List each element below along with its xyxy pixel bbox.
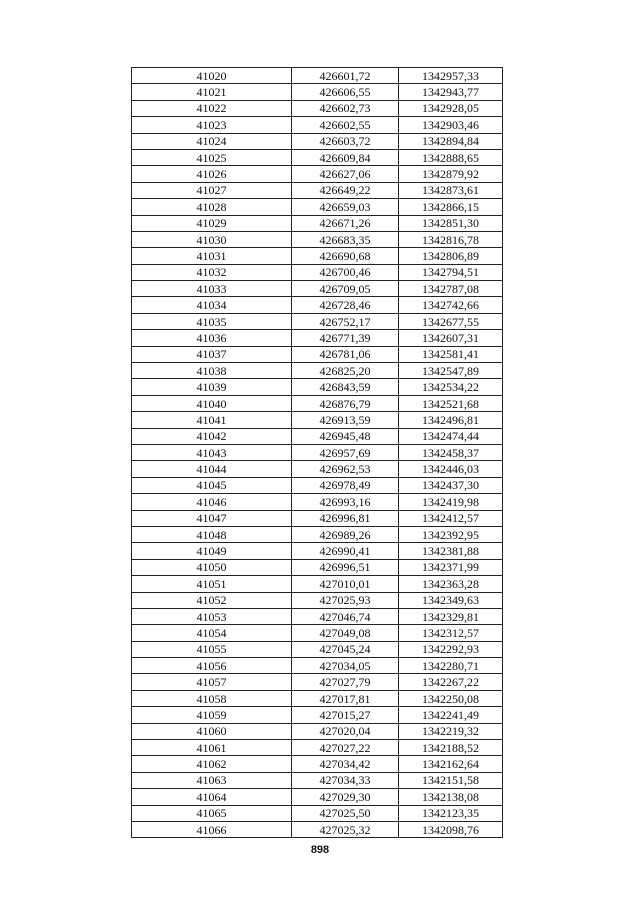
table-row: [132, 756, 503, 772]
y-coordinate-cell: 1342873,61: [399, 182, 503, 198]
y-coordinate-cell: 1342943,77: [399, 84, 503, 100]
y-coordinate-cell: 1342349,63: [399, 592, 503, 608]
y-coordinate-cell: 1342392,95: [399, 526, 503, 542]
point-id-cell: 41028: [132, 199, 292, 215]
x-coordinate-cell: 426602,55: [292, 117, 399, 133]
x-coordinate-cell: 426781,06: [292, 346, 399, 362]
x-coordinate-cell: 426989,26: [292, 526, 399, 542]
x-coordinate-cell: 427015,27: [292, 707, 399, 723]
x-coordinate-cell: 427034,05: [292, 658, 399, 674]
table-row: [132, 133, 503, 149]
point-id-cell: 41064: [132, 789, 292, 805]
point-id-cell: 41027: [132, 182, 292, 198]
x-coordinate-cell: 426876,79: [292, 395, 399, 411]
table-row: [132, 690, 503, 706]
point-id-cell: 41058: [132, 690, 292, 706]
point-id-cell: 41033: [132, 281, 292, 297]
x-coordinate-cell: 427034,33: [292, 772, 399, 788]
y-coordinate-cell: 1342138,08: [399, 789, 503, 805]
point-id-cell: 41061: [132, 740, 292, 756]
table-row: [132, 395, 503, 411]
x-coordinate-cell: 426771,39: [292, 330, 399, 346]
point-id-cell: 41053: [132, 608, 292, 624]
y-coordinate-cell: 1342547,89: [399, 363, 503, 379]
table-row: [132, 68, 503, 84]
x-coordinate-cell: 427029,30: [292, 789, 399, 805]
x-coordinate-cell: 426978,49: [292, 477, 399, 493]
x-coordinate-cell: 427034,42: [292, 756, 399, 772]
point-id-cell: 41034: [132, 297, 292, 313]
x-coordinate-cell: 426609,84: [292, 149, 399, 165]
x-coordinate-cell: 426728,46: [292, 297, 399, 313]
table-row: [132, 281, 503, 297]
coordinates-table-body: [132, 68, 503, 838]
table-row: [132, 477, 503, 493]
x-coordinate-cell: 427027,79: [292, 674, 399, 690]
y-coordinate-cell: 1342496,81: [399, 412, 503, 428]
y-coordinate-cell: 1342794,51: [399, 264, 503, 280]
table-row: [132, 330, 503, 346]
x-coordinate-cell: 426962,53: [292, 461, 399, 477]
page-number: 898: [310, 844, 330, 856]
point-id-cell: 41048: [132, 526, 292, 542]
point-id-cell: 41026: [132, 166, 292, 182]
y-coordinate-cell: 1342903,46: [399, 117, 503, 133]
point-id-cell: 41055: [132, 641, 292, 657]
y-coordinate-cell: 1342162,64: [399, 756, 503, 772]
x-coordinate-cell: 427017,81: [292, 690, 399, 706]
x-coordinate-cell: 426627,06: [292, 166, 399, 182]
table-row: [132, 641, 503, 657]
y-coordinate-cell: 1342677,55: [399, 313, 503, 329]
x-coordinate-cell: 426709,05: [292, 281, 399, 297]
y-coordinate-cell: 1342446,03: [399, 461, 503, 477]
x-coordinate-cell: 427020,04: [292, 723, 399, 739]
y-coordinate-cell: 1342957,33: [399, 68, 503, 84]
x-coordinate-cell: 426945,48: [292, 428, 399, 444]
point-id-cell: 41054: [132, 625, 292, 641]
point-id-cell: 41024: [132, 133, 292, 149]
x-coordinate-cell: 427025,93: [292, 592, 399, 608]
table-row: [132, 412, 503, 428]
point-id-cell: 41044: [132, 461, 292, 477]
point-id-cell: 41063: [132, 772, 292, 788]
point-id-cell: 41043: [132, 444, 292, 460]
y-coordinate-cell: 1342151,58: [399, 772, 503, 788]
y-coordinate-cell: 1342851,30: [399, 215, 503, 231]
x-coordinate-cell: 426690,68: [292, 248, 399, 264]
point-id-cell: 41039: [132, 379, 292, 395]
point-id-cell: 41040: [132, 395, 292, 411]
table-row: [132, 805, 503, 821]
x-coordinate-cell: 426825,20: [292, 363, 399, 379]
x-coordinate-cell: 426683,35: [292, 231, 399, 247]
table-row: [132, 461, 503, 477]
x-coordinate-cell: 427010,01: [292, 576, 399, 592]
x-coordinate-cell: 427049,08: [292, 625, 399, 641]
x-coordinate-cell: 427025,50: [292, 805, 399, 821]
x-coordinate-cell: 426671,26: [292, 215, 399, 231]
y-coordinate-cell: 1342250,08: [399, 690, 503, 706]
point-id-cell: 41062: [132, 756, 292, 772]
y-coordinate-cell: 1342292,93: [399, 641, 503, 657]
y-coordinate-cell: 1342866,15: [399, 199, 503, 215]
table-row: [132, 117, 503, 133]
point-id-cell: 41032: [132, 264, 292, 280]
x-coordinate-cell: 426752,17: [292, 313, 399, 329]
x-coordinate-cell: 427045,24: [292, 641, 399, 657]
point-id-cell: 41066: [132, 821, 292, 837]
y-coordinate-cell: 1342363,28: [399, 576, 503, 592]
y-coordinate-cell: 1342806,89: [399, 248, 503, 264]
table-row: [132, 313, 503, 329]
x-coordinate-cell: 426606,55: [292, 84, 399, 100]
x-coordinate-cell: 426659,03: [292, 199, 399, 215]
y-coordinate-cell: 1342458,37: [399, 444, 503, 460]
table-row: [132, 608, 503, 624]
table-row: [132, 100, 503, 116]
x-coordinate-cell: 426993,16: [292, 494, 399, 510]
y-coordinate-cell: 1342816,78: [399, 231, 503, 247]
table-row: [132, 723, 503, 739]
table-row: [132, 248, 503, 264]
y-coordinate-cell: 1342412,57: [399, 510, 503, 526]
table-row: [132, 297, 503, 313]
table-row: [132, 363, 503, 379]
table-row: [132, 592, 503, 608]
y-coordinate-cell: 1342581,41: [399, 346, 503, 362]
y-coordinate-cell: 1342607,31: [399, 330, 503, 346]
y-coordinate-cell: 1342188,52: [399, 740, 503, 756]
table-row: [132, 510, 503, 526]
table-row: [132, 707, 503, 723]
table-row: [132, 625, 503, 641]
point-id-cell: 41059: [132, 707, 292, 723]
point-id-cell: 41050: [132, 559, 292, 575]
y-coordinate-cell: 1342521,68: [399, 395, 503, 411]
y-coordinate-cell: 1342123,35: [399, 805, 503, 821]
y-coordinate-cell: 1342098,76: [399, 821, 503, 837]
table-row: [132, 84, 503, 100]
point-id-cell: 41037: [132, 346, 292, 362]
point-id-cell: 41029: [132, 215, 292, 231]
point-id-cell: 41042: [132, 428, 292, 444]
table-row: [132, 182, 503, 198]
point-id-cell: 41051: [132, 576, 292, 592]
point-id-cell: 41031: [132, 248, 292, 264]
table-row: [132, 559, 503, 575]
y-coordinate-cell: 1342928,05: [399, 100, 503, 116]
x-coordinate-cell: 426996,81: [292, 510, 399, 526]
table-row: [132, 379, 503, 395]
table-row: [132, 428, 503, 444]
point-id-cell: 41025: [132, 149, 292, 165]
point-id-cell: 41020: [132, 68, 292, 84]
point-id-cell: 41056: [132, 658, 292, 674]
y-coordinate-cell: 1342742,66: [399, 297, 503, 313]
table-row: [132, 740, 503, 756]
x-coordinate-cell: 426913,59: [292, 412, 399, 428]
point-id-cell: 41060: [132, 723, 292, 739]
coordinates-table: [131, 67, 503, 838]
x-coordinate-cell: 426996,51: [292, 559, 399, 575]
y-coordinate-cell: 1342371,99: [399, 559, 503, 575]
y-coordinate-cell: 1342474,44: [399, 428, 503, 444]
x-coordinate-cell: 427027,22: [292, 740, 399, 756]
y-coordinate-cell: 1342419,98: [399, 494, 503, 510]
x-coordinate-cell: 426602,73: [292, 100, 399, 116]
x-coordinate-cell: 426700,46: [292, 264, 399, 280]
y-coordinate-cell: 1342267,22: [399, 674, 503, 690]
table-row: [132, 821, 503, 837]
table-row: [132, 149, 503, 165]
x-coordinate-cell: 427025,32: [292, 821, 399, 837]
x-coordinate-cell: 426957,69: [292, 444, 399, 460]
table-row: [132, 444, 503, 460]
table-row: [132, 166, 503, 182]
point-id-cell: 41052: [132, 592, 292, 608]
table-row: [132, 215, 503, 231]
point-id-cell: 41036: [132, 330, 292, 346]
x-coordinate-cell: 426649,22: [292, 182, 399, 198]
table-row: [132, 526, 503, 542]
table-row: [132, 543, 503, 559]
y-coordinate-cell: 1342329,81: [399, 608, 503, 624]
table-row: [132, 494, 503, 510]
table-row: [132, 199, 503, 215]
table-row: [132, 231, 503, 247]
point-id-cell: 41038: [132, 363, 292, 379]
x-coordinate-cell: 426601,72: [292, 68, 399, 84]
point-id-cell: 41049: [132, 543, 292, 559]
x-coordinate-cell: 426603,72: [292, 133, 399, 149]
point-id-cell: 41065: [132, 805, 292, 821]
y-coordinate-cell: 1342888,65: [399, 149, 503, 165]
table-row: [132, 346, 503, 362]
table-row: [132, 576, 503, 592]
table-row: [132, 658, 503, 674]
point-id-cell: 41021: [132, 84, 292, 100]
y-coordinate-cell: 1342280,71: [399, 658, 503, 674]
table-row: [132, 772, 503, 788]
point-id-cell: 41041: [132, 412, 292, 428]
point-id-cell: 41057: [132, 674, 292, 690]
point-id-cell: 41022: [132, 100, 292, 116]
y-coordinate-cell: 1342312,57: [399, 625, 503, 641]
y-coordinate-cell: 1342241,49: [399, 707, 503, 723]
table-row: [132, 264, 503, 280]
y-coordinate-cell: 1342787,08: [399, 281, 503, 297]
point-id-cell: 41047: [132, 510, 292, 526]
table-row: [132, 789, 503, 805]
y-coordinate-cell: 1342381,88: [399, 543, 503, 559]
point-id-cell: 41035: [132, 313, 292, 329]
point-id-cell: 41045: [132, 477, 292, 493]
point-id-cell: 41046: [132, 494, 292, 510]
y-coordinate-cell: 1342219,32: [399, 723, 503, 739]
x-coordinate-cell: 426843,59: [292, 379, 399, 395]
y-coordinate-cell: 1342437,30: [399, 477, 503, 493]
y-coordinate-cell: 1342534,22: [399, 379, 503, 395]
y-coordinate-cell: 1342894,84: [399, 133, 503, 149]
point-id-cell: 41030: [132, 231, 292, 247]
y-coordinate-cell: 1342879,92: [399, 166, 503, 182]
x-coordinate-cell: 426990,41: [292, 543, 399, 559]
point-id-cell: 41023: [132, 117, 292, 133]
x-coordinate-cell: 427046,74: [292, 608, 399, 624]
table-row: [132, 674, 503, 690]
